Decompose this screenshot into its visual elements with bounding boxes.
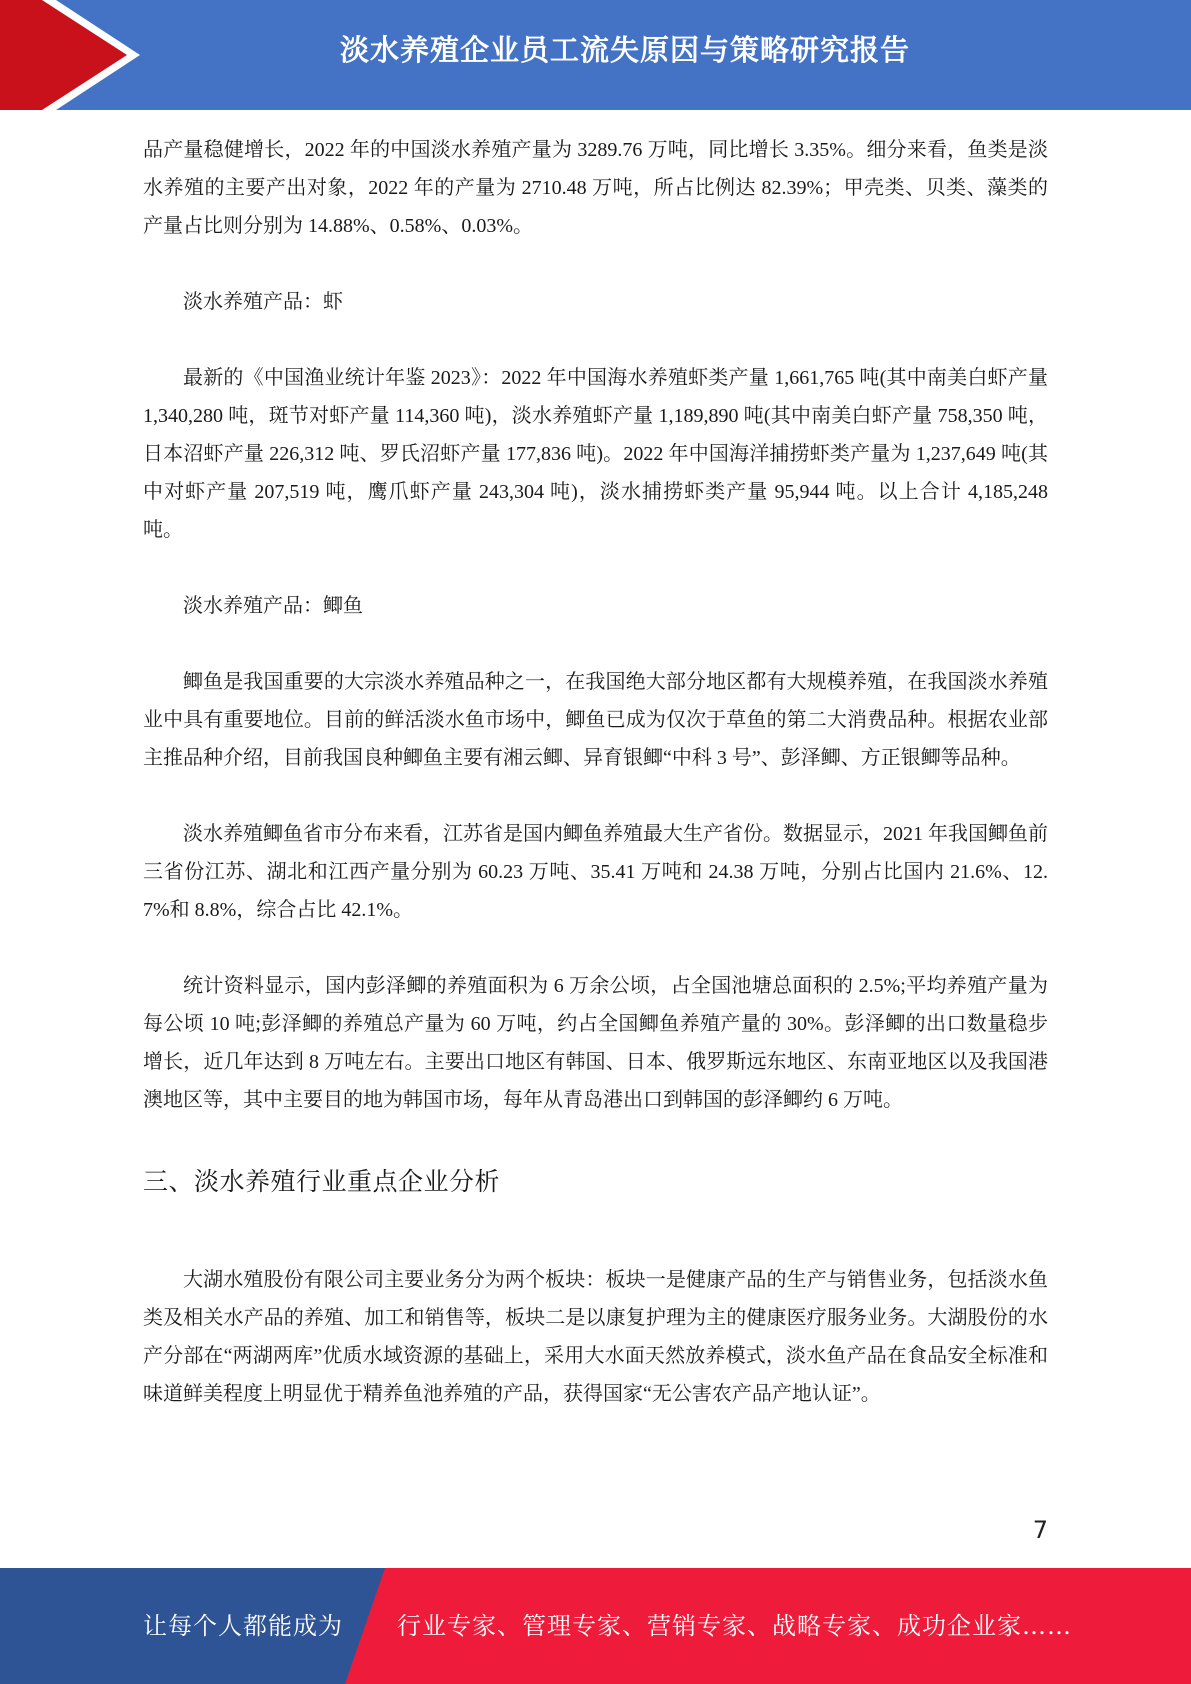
report-title: 淡水养殖企业员工流失原因与策略研究报告 <box>339 33 910 67</box>
header-arrow-decoration <box>0 0 160 110</box>
paragraph-pengze-crucian-carp: 统计资料显示，国内彭泽鲫的养殖面积为 6 万余公顷，占全国池塘总面积的 2.5%;平均养殖产量为每公顷 10 吨;彭泽鲫的养殖总产量为 60 万吨，约占全国鲫鱼养殖产量的 30%。彭泽鲫的出口数量稳步增长，近几年达到 8 万吨左右。主要出口地区有韩国、日本、俄罗斯远东地区、东南亚地区以及我国港澳地区等，其中主要目的地为韩国市场，每年从青岛港出口到韩国的彭泽鲫约 6 万吨。 <box>143 975 1048 1111</box>
subheading-crucian-carp: 淡水养殖产品：鲫鱼 <box>183 595 363 617</box>
paragraph-production-overview: 品产量稳健增长，2022 年的中国淡水养殖产量为 3289.76 万吨，同比增长 3.35%。细分来看，鱼类是淡水养殖的主要产出对象，2022 年的产量为 2710.48 万吨，所占比例达 82.39%；甲壳类、贝类、藻类的产量占比则分别为 14.88%、0.58%、0.03%。 <box>143 139 1048 237</box>
paragraph-crucian-carp-provinces: 淡水养殖鲫鱼省市分布来看，江苏省是国内鲫鱼养殖最大生产省份。数据显示，2021 年我国鲫鱼前三省份江苏、湖北和江西产量分别为 60.23 万吨、35.41 万吨和 24.38 万吨，分别占比国内 21.6%、12.7%和 8.8%，综合占比 42.1%。 <box>143 823 1048 921</box>
subheading-shrimp: 淡水养殖产品：虾 <box>183 291 343 313</box>
page-content <box>143 131 1048 1413</box>
footer-slogan-left: 让每个人都能成为 <box>143 1612 343 1640</box>
paragraph-shrimp-statistics: 最新的《中国渔业统计年鉴 2023》：2022 年中国海水养殖虾类产量 1,661,765 吨(其中南美白虾产量 1,340,280 吨，斑节对虾产量 114,360 吨)，淡水养殖虾产量 1,189,890 吨(其中南美白虾产量 758,350 吨，日本沼虾产量 226,312 吨、罗氏沼虾产量 177,836 吨)。2022 年中国海洋捕捞虾类产量为 1,237,649 吨(其中对虾产量 207,519 吨，鹰爪虾产量 243,304 吨)，淡水捕捞虾类产量 95,944 吨。以上合计 4,185,248 吨。 <box>143 367 1048 541</box>
report-header <box>0 0 1191 110</box>
paragraph-dahu-company: 大湖水殖股份有限公司主要业务分为两个板块：板块一是健康产品的生产与销售业务，包括淡水鱼类及相关水产品的养殖、加工和销售等，板块二是以康复护理为主的健康医疗服务业务。大湖股份的水产分部在“两湖两库”优质水域资源的基础上，采用大水面天然放养模式，淡水鱼产品在食品安全标准和味道鲜美程度上明显优于精养鱼池养殖的产品，获得国家“无公害农产品产地认证”。 <box>143 1269 1048 1405</box>
page-number: 7 <box>1032 1516 1048 1544</box>
paragraph-crucian-carp-intro: 鲫鱼是我国重要的大宗淡水养殖品种之一，在我国绝大部分地区都有大规模养殖，在我国淡水养殖业中具有重要地位。目前的鲜活淡水鱼市场中，鲫鱼已成为仅次于草鱼的第二大消费品种。根据农业部主推品种介绍，目前我国良种鲫鱼主要有湘云鲫、异育银鲫“中科 3 号”、彭泽鲫、方正银鲫等品种。 <box>143 671 1048 769</box>
footer-slogan-right: 行业专家、管理专家、营销专家、战略专家、成功企业家…… <box>397 1612 1072 1640</box>
section-heading: 三、淡水养殖行业重点企业分析 <box>143 1167 501 1196</box>
footer-banner <box>0 1568 1191 1684</box>
